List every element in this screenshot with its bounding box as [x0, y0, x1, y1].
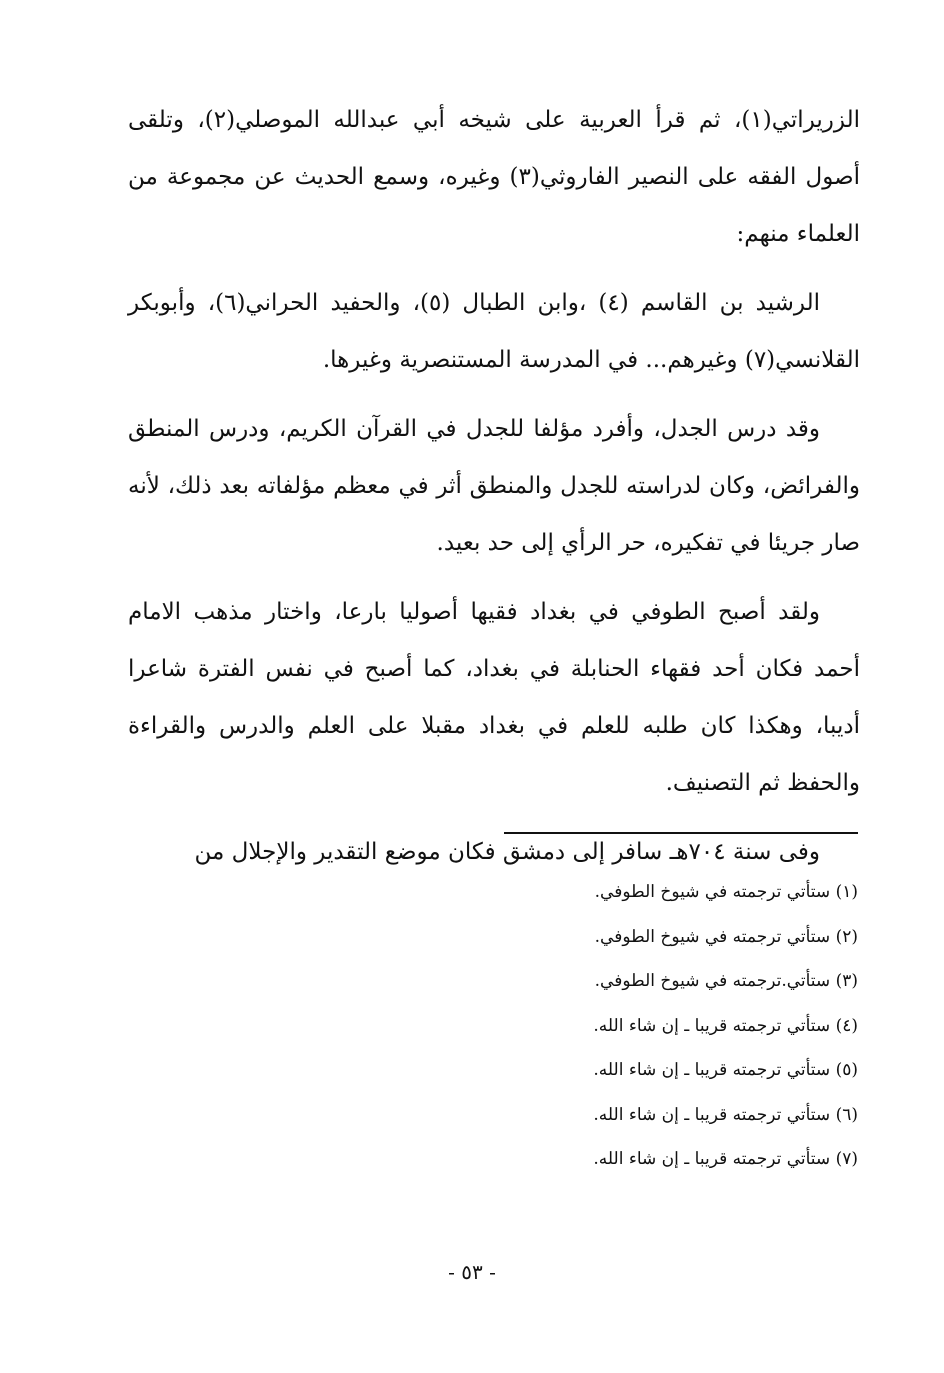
paragraph-4: ولقد أصبح الطوفي في بغداد فقيها أصوليا بارعا، واختار مذهب الامام أحمد فكان أحد فقهاء الحنابلة في بغداد، كما أصبح في نفس الفترة شاعرا أديبا، وهكذا كان طلبه للعلم في بغداد مقبلا على العلم والدرس والقراءة والحفظ ثم التصنيف. — [128, 599, 860, 796]
footnote-6: (٦) ستأتي ترجمته قريبا ـ إن شاء الله. — [593, 1104, 858, 1125]
footnote-1: (١) ستأتي ترجمته في شيوخ الطوفي. — [594, 882, 858, 902]
paragraph-2: الرشيد بن القاسم (٤) ،وابن الطبال (٥)، والحفيد الحراني(٦)، وأبوبكر القلانسي(٧) وغيرهم... في المدرسة المستنصرية وغيرها. — [128, 290, 860, 373]
footnote-2: (٢) ستأتي ترجمته في شيوخ الطوفي. — [594, 926, 858, 947]
page-number: - ٥٣ - — [448, 1260, 496, 1284]
footnote-7: (٧) ستأتي ترجمته قريبا ـ إن شاء الله. — [593, 1149, 858, 1169]
paragraph-1: الزريراتي(١)، ثم قرأ العربية على شيخه أبي عبدالله الموصلي(٢)، وتلقى أصول الفقه على النصير الفاروثي(٣) وغيره، وسمع الحديث عن مجموعة من العلماء منهم: — [128, 107, 860, 247]
paragraph-5: وفى سنة ٧٠٤هـ سافر إلى دمشق فكان موضع التقدير والإجلال من — [194, 839, 820, 865]
footnote-3: (٣) ستأتي.ترجمته في شيوخ الطوفي. — [594, 971, 858, 991]
footnote-divider — [504, 832, 858, 834]
footnotes — [400, 870, 858, 1182]
paragraph-3: وقد درس الجدل، وأفرد مؤلفا للجدل في القرآن الكريم، ودرس المنطق والفرائض، وكان لدراسته للجدل والمنطق أثر في معظم مؤلفاته بعد ذلك، لأنه صار جريئا في تفكيره، حر الرأي إلى حد بعيد. — [128, 416, 860, 556]
footnote-5: (٥) ستأتي ترجمته قريبا ـ إن شاء الله. — [593, 1060, 858, 1080]
main-text — [128, 92, 860, 893]
footnote-4: (٤) ستأتي ترجمته قريبا ـ إن شاء الله. — [593, 1015, 858, 1036]
